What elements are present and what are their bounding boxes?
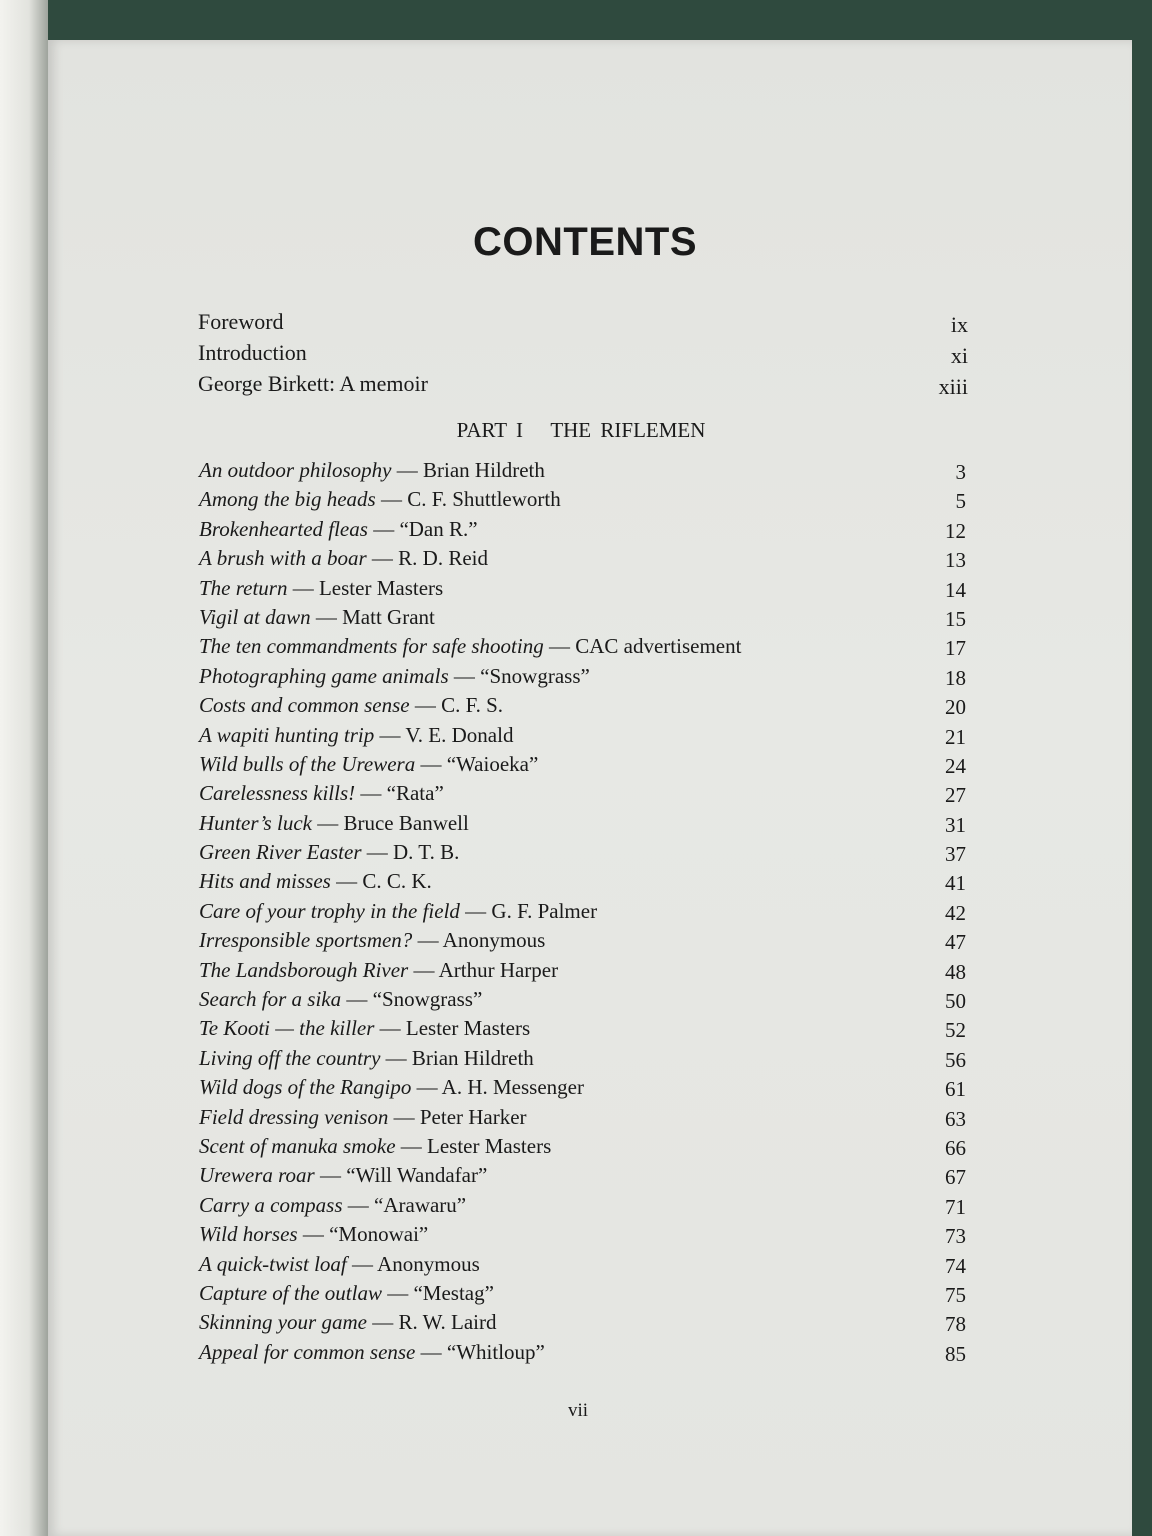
entry-page: 71	[945, 1194, 966, 1219]
entry-page: 20	[945, 695, 966, 720]
entry-author: Arthur Harper	[438, 957, 559, 982]
entry-page: 63	[945, 1106, 966, 1131]
entry-author: “Snowgrass”	[480, 663, 590, 688]
contents-row	[199, 1073, 966, 1102]
entry-page: 48	[945, 959, 966, 984]
front-matter-row	[198, 337, 970, 368]
contents-row	[199, 1132, 966, 1161]
entry-page: 47	[945, 930, 966, 955]
entry-separator: —	[381, 1280, 414, 1305]
entry-author: D. T. B.	[393, 840, 460, 865]
entry-title: Brokenhearted fleas	[199, 516, 368, 541]
contents-row	[199, 985, 966, 1014]
entry-title: Skinning your game	[199, 1310, 367, 1335]
entry-page: 66	[945, 1135, 966, 1160]
entry-page: 67	[945, 1165, 966, 1190]
entry-author: C. C. K.	[362, 869, 432, 894]
entry-page: 41	[945, 871, 966, 896]
contents-row	[199, 1308, 966, 1337]
entry-title: A quick-twist loaf	[199, 1251, 347, 1276]
entry-separator: —	[346, 1251, 378, 1276]
entry-separator: —	[415, 751, 447, 776]
entry-page: 50	[945, 989, 966, 1014]
contents-row	[199, 632, 966, 661]
contents-row	[199, 867, 966, 896]
contents-row	[199, 1279, 966, 1308]
entry-title: Te Kooti — the killer	[199, 1016, 375, 1041]
contents-row	[199, 1044, 966, 1073]
entry-separator: —	[448, 663, 481, 688]
contents-row	[199, 691, 966, 720]
contents-row	[199, 838, 966, 867]
entry-separator: —	[411, 1075, 442, 1100]
entry-author: “Monowai”	[329, 1222, 429, 1247]
front-matter-title: Introduction	[198, 340, 307, 365]
entry-title: A brush with a boar	[199, 546, 367, 571]
entry-separator: —	[459, 898, 492, 923]
entry-page: 61	[945, 1077, 966, 1102]
entry-page: 56	[945, 1047, 966, 1072]
entry-page: 12	[945, 518, 966, 543]
entry-title: Photographing game animals	[199, 663, 449, 688]
entry-title: Wild horses	[199, 1222, 298, 1247]
entry-title: Wild bulls of the Urewera	[199, 751, 416, 776]
entry-author: “Whitloup”	[446, 1339, 545, 1364]
entry-title: Green River Easter	[199, 840, 362, 865]
entry-author: Anonymous	[442, 928, 546, 953]
entry-author: Brian Hildreth	[411, 1045, 534, 1070]
entry-separator: —	[366, 546, 399, 571]
entry-title: The ten commandments for safe shooting	[199, 634, 544, 659]
entry-page: 13	[945, 548, 966, 573]
entry-author: Peter Harker	[419, 1104, 527, 1129]
entry-title: Capture of the outlaw	[199, 1280, 382, 1305]
entry-title: Carry a compass	[199, 1192, 343, 1217]
contents-row	[199, 574, 966, 603]
entry-title: An outdoor philosophy	[199, 458, 392, 482]
entry-separator: —	[330, 869, 363, 894]
entry-separator: —	[375, 487, 408, 512]
contents-row	[199, 485, 966, 514]
entry-author: Lester Masters	[318, 575, 444, 600]
entry-author: “Snowgrass”	[372, 987, 483, 1012]
entry-title: A wapiti hunting trip	[199, 722, 375, 747]
entry-title: Hits and misses	[199, 869, 331, 894]
entry-author: “Mestag”	[413, 1280, 494, 1305]
entry-separator: —	[374, 722, 406, 747]
contents-row	[199, 1250, 966, 1279]
entry-title: Wild dogs of the Rangipo	[199, 1075, 412, 1100]
contents-row	[199, 662, 966, 691]
entry-separator: —	[409, 693, 442, 718]
entry-page: 18	[945, 665, 966, 690]
entry-page: 27	[945, 783, 966, 808]
contents-row	[199, 1161, 966, 1190]
entry-author: “Waioeka”	[446, 751, 539, 776]
entry-page: 42	[945, 900, 966, 925]
entry-author: Anonymous	[377, 1251, 480, 1276]
entry-separator: —	[287, 575, 319, 600]
entry-page: 15	[945, 606, 966, 631]
front-matter-list	[198, 306, 970, 399]
contents-row	[199, 956, 966, 985]
entry-author: C. F. S.	[441, 693, 504, 718]
contents-row	[199, 515, 966, 544]
entry-author: Brian Hildreth	[423, 458, 545, 482]
entry-page: 21	[945, 724, 966, 749]
entry-page: 85	[945, 1341, 966, 1366]
entry-author: CAC advertisement	[575, 634, 742, 659]
contents-row	[199, 809, 966, 838]
entry-separator: —	[395, 1133, 428, 1158]
contents-row	[199, 1191, 966, 1220]
entry-separator: —	[311, 810, 344, 835]
entry-separator: —	[374, 1016, 406, 1041]
front-matter-title: Foreword	[198, 309, 284, 334]
entry-separator: —	[342, 1192, 375, 1217]
entry-author: R. W. Laird	[398, 1310, 497, 1335]
contents-row	[199, 721, 966, 750]
entry-separator: —	[341, 987, 373, 1012]
contents-row	[199, 926, 966, 955]
entry-page: 17	[945, 636, 966, 661]
entry-separator: —	[415, 1339, 447, 1364]
entry-title: Living off the country	[199, 1045, 381, 1070]
entry-author: Lester Masters	[405, 1016, 531, 1041]
entry-author: Matt Grant	[342, 604, 435, 629]
front-matter-page: xi	[950, 343, 968, 368]
entry-page: 52	[945, 1018, 966, 1043]
entry-separator: —	[314, 1163, 347, 1188]
front-matter-title: George Birkett: A memoir	[198, 371, 428, 396]
entry-page: 31	[945, 812, 966, 837]
entry-separator: —	[310, 604, 343, 629]
entry-author: Bruce Banwell	[343, 810, 469, 835]
entry-author: “Rata”	[386, 781, 444, 806]
entry-page: 5	[955, 489, 966, 514]
page-number: vii	[567, 1400, 589, 1421]
entry-author: “Dan R.”	[399, 516, 478, 541]
entry-author: C. F. Shuttleworth	[407, 487, 561, 512]
contents-row	[199, 456, 966, 485]
entry-page: 75	[945, 1282, 966, 1307]
contents-row	[199, 544, 966, 573]
contents-row	[199, 603, 966, 632]
entry-separator: —	[367, 516, 400, 541]
entry-title: Irresponsible sportsmen?	[199, 928, 413, 953]
entry-title: Among the big heads	[199, 487, 376, 512]
entry-page: 74	[945, 1253, 966, 1278]
entry-page: 24	[945, 753, 966, 778]
front-matter-page: xiii	[938, 374, 968, 399]
entry-title: Hunter’s luck	[199, 810, 312, 835]
contents-row	[199, 779, 966, 808]
entry-title: Vigil at dawn	[199, 604, 311, 629]
entry-separator: —	[412, 928, 443, 953]
entry-author: A. H. Messenger	[441, 1075, 584, 1100]
contents-list	[199, 456, 966, 1367]
front-matter-row	[198, 368, 970, 399]
entry-separator: —	[380, 1045, 412, 1070]
entry-title: Urewera roar	[199, 1163, 315, 1188]
contents-row	[199, 750, 966, 779]
entry-page: 37	[945, 842, 966, 867]
part-heading: PART I THE RIFLEMEN	[456, 418, 706, 442]
entry-page: 14	[945, 577, 966, 602]
contents-row	[199, 897, 966, 926]
entry-author: Lester Masters	[427, 1133, 552, 1158]
entry-author: G. F. Palmer	[491, 898, 598, 923]
contents-row	[199, 1338, 966, 1367]
entry-separator: —	[361, 840, 394, 865]
entry-page: 78	[945, 1312, 966, 1337]
front-matter-page: ix	[950, 312, 968, 337]
entry-author: “Arawaru”	[374, 1192, 467, 1217]
contents-row	[199, 1220, 966, 1249]
entry-separator: —	[543, 634, 576, 659]
entry-title: Carelessness kills!	[199, 781, 356, 806]
entry-author: V. E. Donald	[405, 722, 514, 747]
entry-page: 3	[955, 460, 966, 484]
entry-author: “Will Wandafar”	[346, 1163, 488, 1188]
contents-row	[199, 1103, 966, 1132]
entry-title: Scent of manuka smoke	[199, 1133, 396, 1158]
entry-title: Appeal for common sense	[199, 1339, 416, 1364]
entry-separator: —	[391, 458, 423, 482]
front-matter-row	[198, 306, 970, 337]
entry-separator: —	[408, 957, 439, 982]
entry-title: Search for a sika	[199, 987, 342, 1012]
entry-title: The Landsborough River	[199, 957, 409, 982]
entry-title: The return	[199, 575, 288, 600]
entry-title: Care of your trophy in the field	[199, 898, 460, 923]
entry-page: 73	[945, 1224, 966, 1249]
entry-separator: —	[297, 1222, 330, 1247]
contents-row	[199, 1014, 966, 1043]
entry-separator: —	[355, 781, 387, 806]
entry-separator: —	[388, 1104, 420, 1129]
entry-separator: —	[366, 1310, 399, 1335]
page-title: CONTENTS	[473, 220, 697, 264]
entry-title: Costs and common sense	[199, 693, 410, 718]
entry-author: R. D. Reid	[398, 546, 488, 571]
entry-title: Field dressing venison	[199, 1104, 389, 1129]
